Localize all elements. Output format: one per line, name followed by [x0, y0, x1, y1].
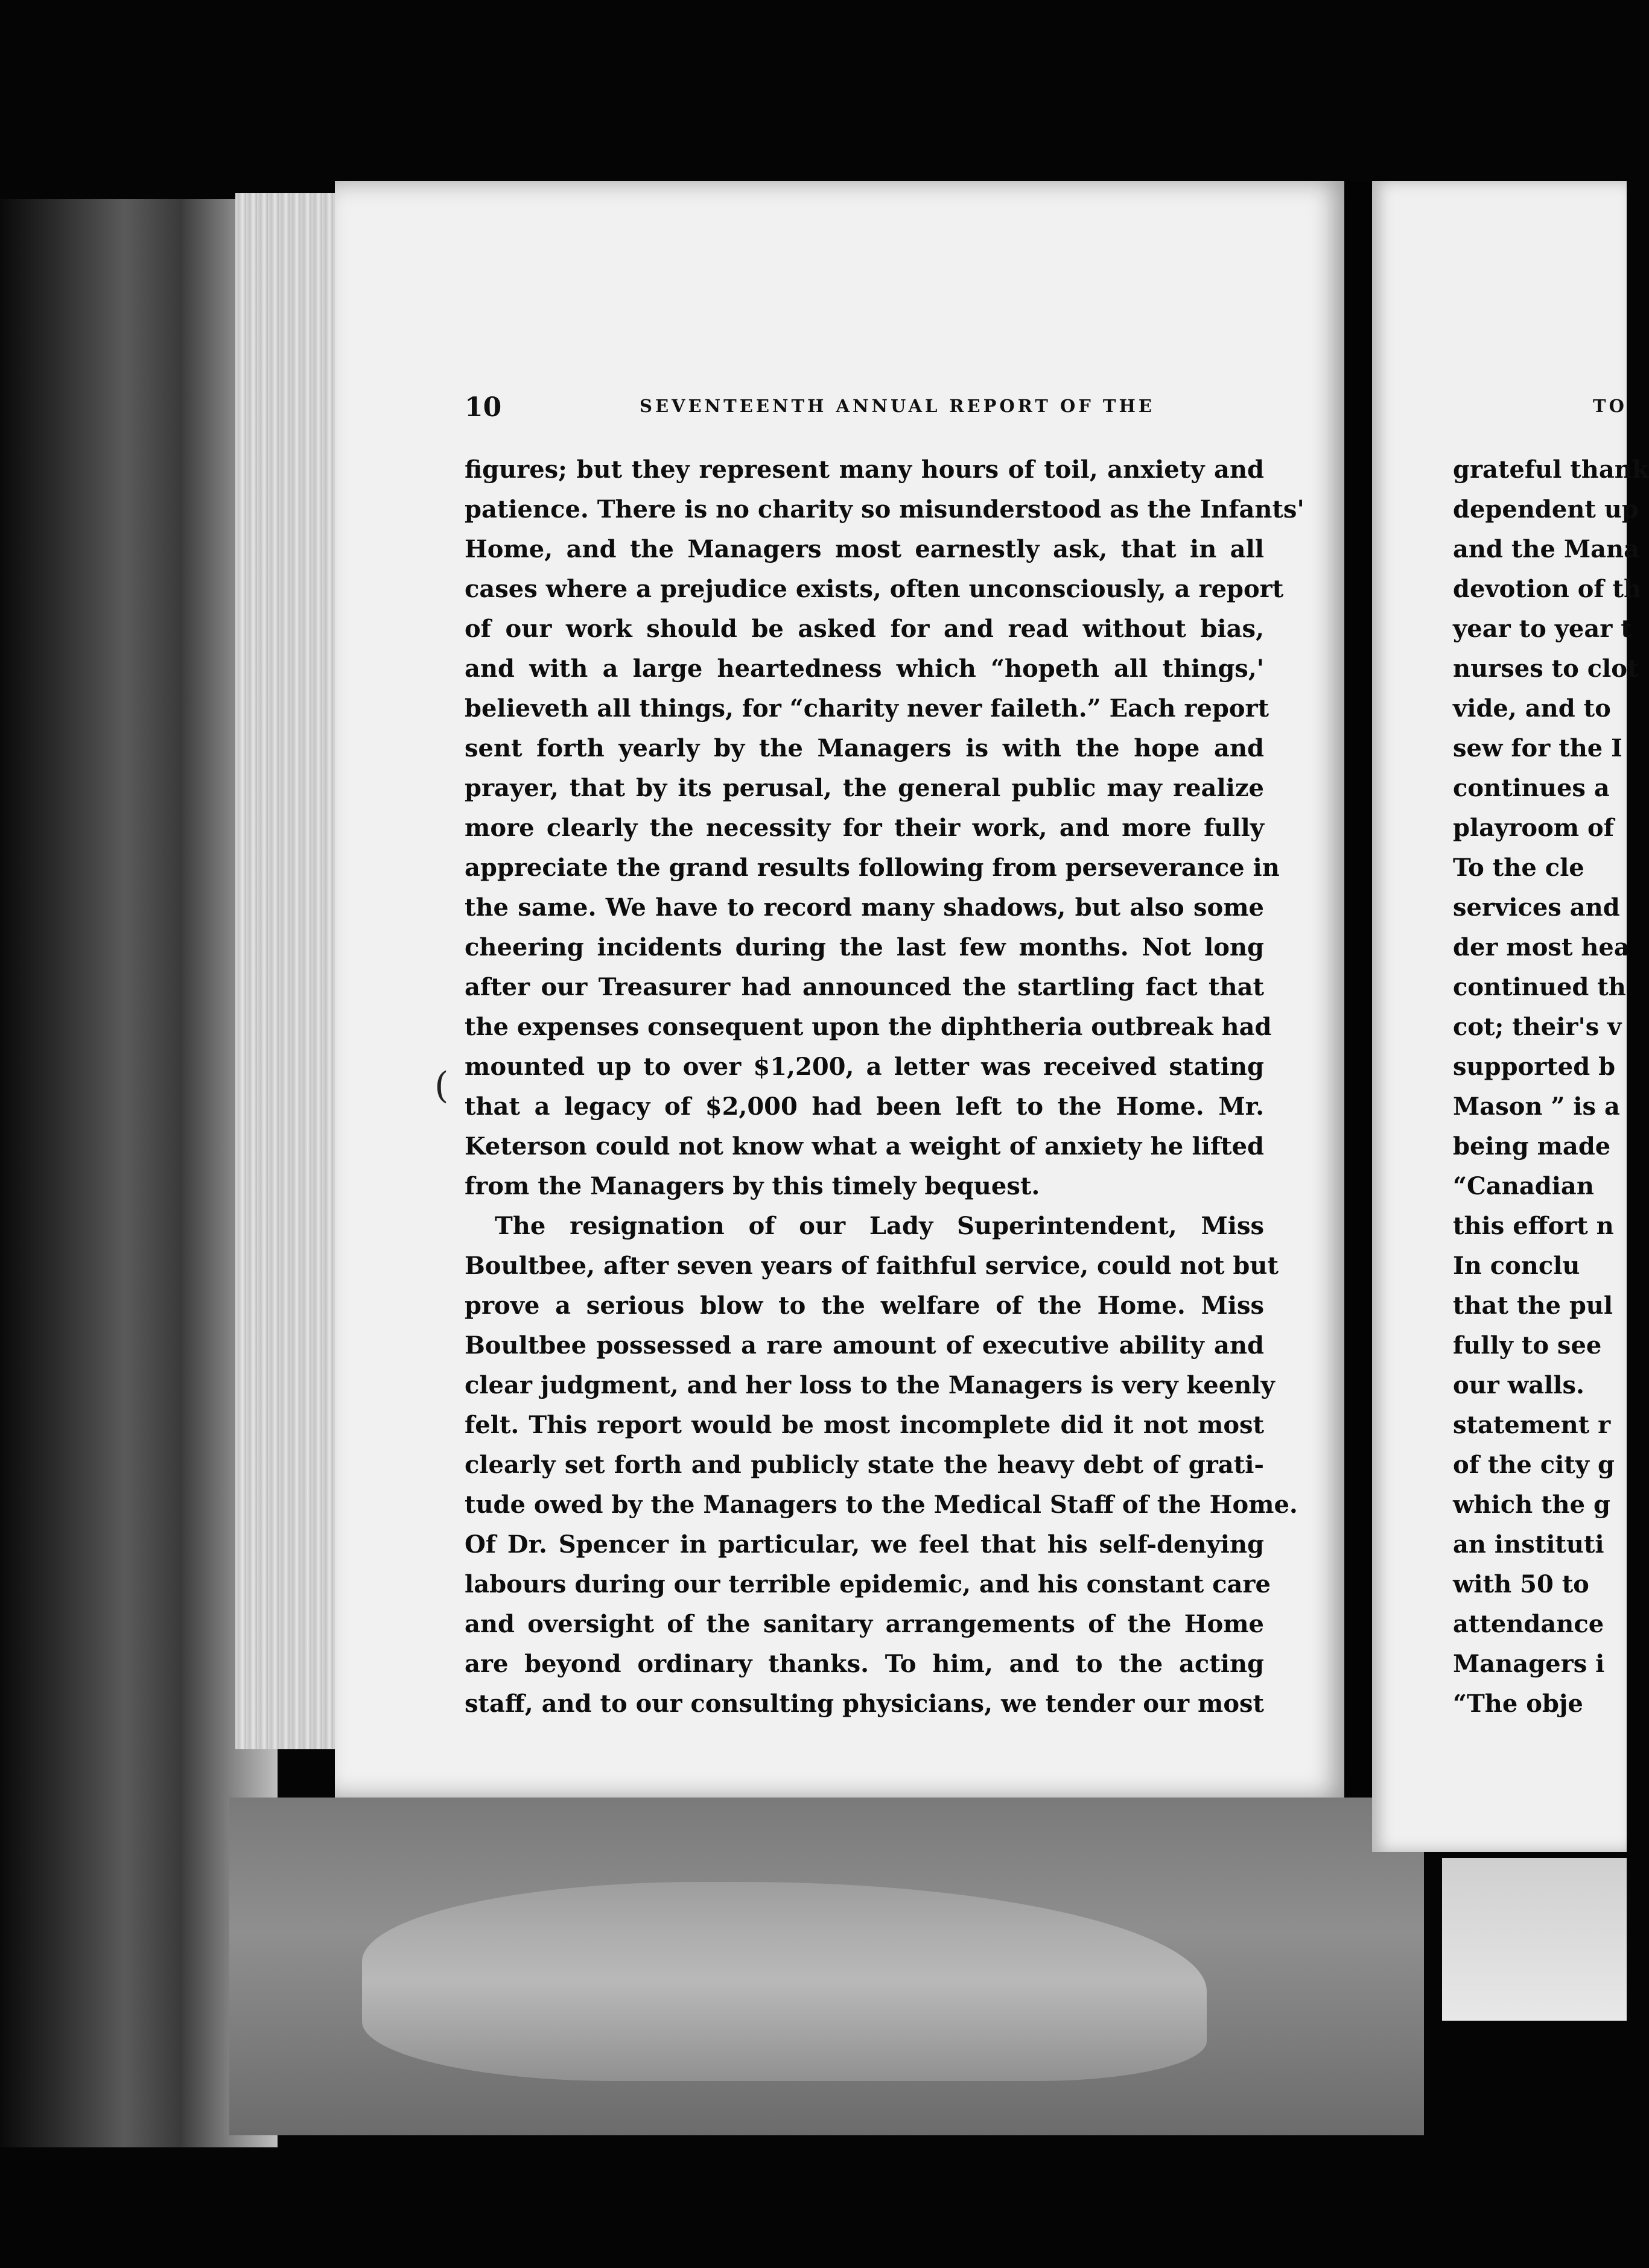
running-head	[465, 392, 1273, 428]
right-text-line: To the cle	[1453, 854, 1584, 882]
text-line: figures; but they represent many hours of toil, anxiety and	[465, 455, 1264, 484]
right-text-line: Mason ” is a	[1453, 1092, 1620, 1121]
right-text-line: continued th	[1453, 973, 1626, 1001]
text-line: of our work should be asked for and read without bias,	[465, 615, 1264, 643]
right-text-line: cot; their's v	[1453, 1013, 1622, 1041]
text-line: that a legacy of $2,000 had been left to the Home. Mr.	[465, 1092, 1264, 1121]
text-line: the same. We have to record many shadows, but also some	[465, 893, 1264, 922]
text-line: after our Treasurer had announced the startling fact that	[465, 973, 1264, 1001]
text-line: believeth all things, for “charity never faileth.” Each report	[465, 694, 1269, 723]
right-text-line: of the city g	[1453, 1451, 1615, 1479]
page-number: 10	[465, 392, 502, 423]
text-line: clear judgment, and her loss to the Managers is very keenly	[465, 1371, 1275, 1399]
right-text-line: an instituti	[1453, 1530, 1604, 1559]
text-line: Boultbee, after seven years of faithful service, could not but	[465, 1252, 1279, 1280]
right-text-line: fully to see	[1453, 1331, 1602, 1360]
right-text-line: that the pul	[1453, 1291, 1613, 1320]
right-text-line: dependent up	[1453, 495, 1639, 524]
text-line: The resignation of our Lady Superintendent, Miss	[495, 1212, 1264, 1240]
page-stack-edge	[235, 193, 338, 1749]
text-line: Of Dr. Spencer in particular, we feel that his self-denying	[465, 1530, 1264, 1559]
right-text-line: statement r	[1453, 1411, 1611, 1439]
body-text	[465, 450, 1304, 1724]
right-text-line: devotion of th	[1453, 575, 1642, 603]
margin-bracket-mark: (	[434, 1065, 449, 1107]
text-line: clearly set forth and publicly state the heavy debt of grati-	[465, 1451, 1264, 1479]
right-text-line: which the g	[1453, 1490, 1610, 1519]
book-gutter	[1344, 181, 1372, 1798]
text-line: Home, and the Managers most earnestly ask, that in all	[465, 535, 1264, 563]
text-line: mounted up to over $1,200, a letter was received stating	[465, 1053, 1264, 1081]
right-text-line: services and	[1453, 893, 1620, 922]
right-text-line: sew for the I	[1453, 734, 1622, 762]
text-line: labours during our terrible epidemic, and his constant care	[465, 1570, 1271, 1598]
text-line: patience. There is no charity so misunderstood as the Infants'	[465, 495, 1304, 524]
text-line: tude owed by the Managers to the Medical Staff of the Home.	[465, 1490, 1298, 1519]
right-text-line: playroom of	[1453, 814, 1614, 842]
text-line: and oversight of the sanitary arrangements of the Home	[465, 1610, 1264, 1638]
right-text-line: nurses to clot	[1453, 654, 1639, 683]
right-text-line: supported b	[1453, 1053, 1616, 1081]
text-line: are beyond ordinary thanks. To him, and to the acting	[465, 1650, 1264, 1678]
text-line: and with a large heartedness which “hopeth all things,'	[465, 654, 1264, 683]
right-page-header-fragment: TO	[1593, 396, 1627, 416]
right-text-line: der most hea	[1453, 933, 1630, 961]
text-line: appreciate the grand results following from perseverance in	[465, 854, 1280, 882]
right-text-line: this effort n	[1453, 1212, 1614, 1240]
right-text-line: vide, and to	[1453, 694, 1611, 723]
text-line: cheering incidents during the last few months. Not long	[465, 933, 1264, 961]
right-text-line: our walls.	[1453, 1371, 1584, 1399]
text-line: Keterson could not know what a weight of anxiety he lifted	[465, 1132, 1264, 1161]
text-line: prove a serious blow to the welfare of the Home. Miss	[465, 1291, 1264, 1320]
right-text-line: being made	[1453, 1132, 1611, 1161]
right-text-line: continues a	[1453, 774, 1610, 802]
right-page-lower-edge	[1442, 1858, 1627, 2021]
right-page-text	[1453, 450, 1649, 1724]
text-line: cases where a prejudice exists, often unconsciously, a report	[465, 575, 1284, 603]
right-text-line: “The obje	[1453, 1690, 1583, 1718]
text-line: Boultbee possessed a rare amount of executive ability and	[465, 1331, 1264, 1360]
text-line: felt. This report would be most incomplete did it not most	[465, 1411, 1264, 1439]
text-line: sent forth yearly by the Managers is with the hope and	[465, 734, 1264, 762]
header-title: SEVENTEENTH ANNUAL REPORT OF THE	[640, 396, 1155, 416]
right-text-line: grateful thank	[1453, 455, 1649, 484]
right-text-line: In conclu	[1453, 1252, 1580, 1280]
text-line: staff, and to our consulting physicians, we tender our most	[465, 1690, 1264, 1718]
right-text-line: “Canadian	[1453, 1172, 1594, 1200]
right-text-line: and the Mana	[1453, 535, 1640, 563]
right-text-line: Managers i	[1453, 1650, 1605, 1678]
text-line: from the Managers by this timely bequest.	[465, 1172, 1040, 1200]
right-text-line: with 50 to	[1453, 1570, 1589, 1598]
text-line: more clearly the necessity for their work, and more fully	[465, 814, 1264, 842]
text-line: prayer, that by its perusal, the general public may realize	[465, 774, 1264, 802]
right-text-line: year to year t	[1453, 615, 1632, 643]
text-line: the expenses consequent upon the diphtheria outbreak had	[465, 1013, 1272, 1041]
right-text-line: attendance	[1453, 1610, 1604, 1638]
